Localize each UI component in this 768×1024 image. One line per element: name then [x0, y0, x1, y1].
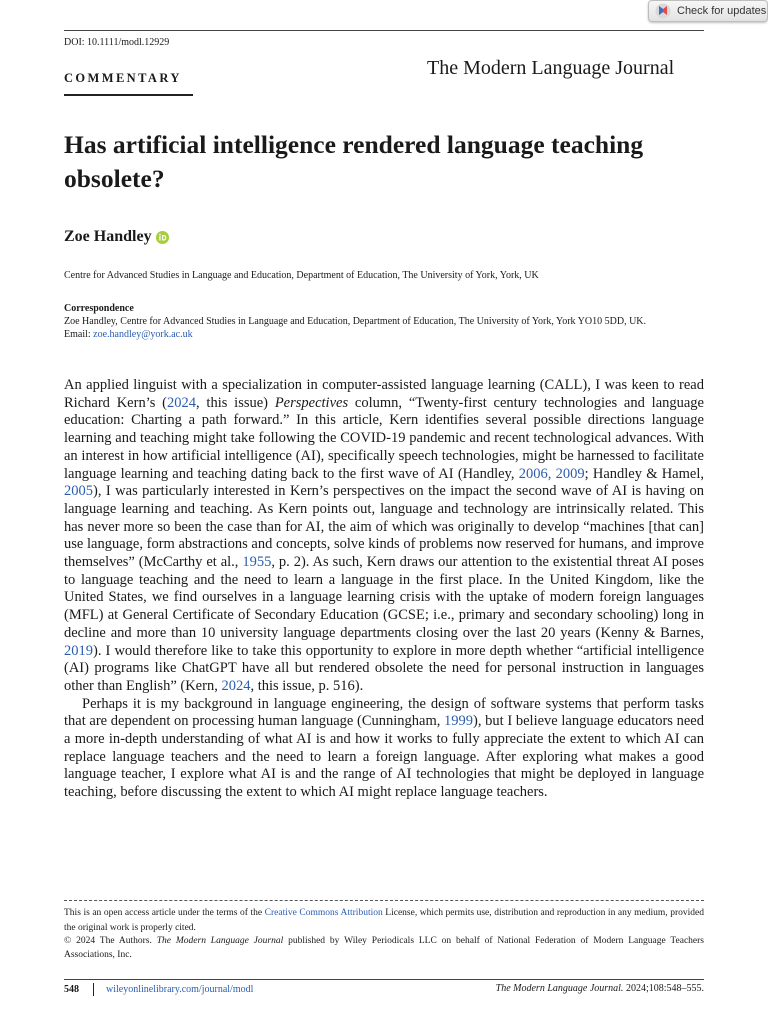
correspondence-heading: Correspondence — [64, 303, 134, 314]
correspondence-address: Zoe Handley, Centre for Advanced Studies in Language and Education, Department of Education, The University of York, York YO10 5DD, UK. — [64, 316, 647, 327]
footer-citation — [496, 983, 704, 994]
crossmark-icon — [655, 3, 671, 19]
body-paragraph-2: Perhaps it is my background in language engineering, the design of software systems that perform tasks that are dependent on processing human language (Cunningham, 1999), but I believe language educators need a more in-depth understanding of what AI is and how it works to fully appreciate the extent to which AI can replace language teachers and the need to learn a foreign language. After exploring what makes a good language teacher, I explore what AI is and the range of AI technologies that might be deployed in language teaching, before discussing the extent to which AI might replace language teachers. — [64, 695, 704, 801]
citation-link[interactable]: 2019 — [64, 642, 93, 659]
license-note: This is an open access article under the terms of the Creative Commons Attribution License, which permits use, distribution and reproduction in any medium, provided the original work is properly cited. — [64, 908, 704, 933]
footnote-rule — [64, 900, 704, 901]
citation-link[interactable]: 2024 — [167, 394, 196, 411]
citation-link[interactable]: 2006, 2009 — [518, 465, 585, 482]
section-label: COMMENTARY — [64, 71, 182, 85]
section-rule — [64, 94, 193, 96]
article-body — [64, 377, 704, 802]
check-for-updates-button[interactable] — [648, 0, 768, 22]
journal-name: The Modern Language Journal — [427, 57, 675, 79]
doi: DOI: 10.1111/modl.12929 — [64, 37, 170, 48]
correspondence-email-line — [64, 329, 193, 340]
citation-journal: The Modern Language Journal. — [495, 983, 624, 994]
footer-rule — [64, 979, 704, 980]
citation-details: 2024;108:548–555. — [623, 983, 704, 994]
email-label: Email: — [64, 329, 94, 340]
article-title: Has artificial intelligence rendered language teaching obsolete? — [64, 130, 644, 193]
journal-url-link[interactable]: wileyonlinelibrary.com/journal/modl — [106, 984, 254, 995]
body-paragraph-1: An applied linguist with a specialization in computer-assisted language learning (CALL), I was keen to read Richard Kern’s (2024, this issue) Perspectives column, “Twenty-first century technologies and language education: Charting a path forward.” In this article, Kern identifies several possible directions language learning and teaching might take following the COVID-19 pandemic and recent technological advances. With an interest in how artificial intelligence (AI), specifically speech technologies, might be harnessed to facilitate language learning and teaching dating back to the first wave of AI (Handley, 2006, 2009; Handley & Hamel, 2005), I was particularly interested in Kern’s perspectives on the impact the second wave of AI is having on language learning and teaching. As Kern points out, language and technology are intrinsically related. This has never more so been the case than for AI, the aim of which was originally to develop “machines [that can] use language, form abstractions and concepts, solve kinds of problems now reserved for humans, and improve themselves” (McCarthy et al., 1955, p. 2). As such, Kern draws our attention to the existential threat AI poses to language teaching and the need to learn a language in the first place. In the United Kingdom, like the United States, we find ourselves in a language learning crisis with the uptake of modern foreign languages (MFL) at General Certificate of Secondary Education (GCSE; i.e., primary and secondary schooling) long in decline and more than 10 university language departments closing over the last 20 years (Kenny & Barnes, 2019). I would therefore like to take this opportunity to explore in more depth whether “artificial intelligence (AI) programs like ChatGPT have all but rendered obsolete the need for personal instruction in languages other than English” (Kern, 2024, this issue, p. 516). — [64, 377, 704, 694]
citation-link[interactable]: Creative Commons Attribution — [264, 908, 383, 918]
author-row — [64, 228, 169, 246]
orcid-icon[interactable] — [156, 231, 169, 244]
page-number: 548 — [64, 984, 79, 995]
author-affiliation: Centre for Advanced Studies in Language and Education, Department of Education, The University of York, York, UK — [64, 270, 539, 281]
citation-link[interactable]: 2024 — [221, 677, 251, 694]
footer-left — [64, 983, 253, 996]
italic-text: Perspectives — [274, 394, 349, 411]
author-name: Zoe Handley — [64, 228, 152, 245]
italic-text: The Modern Language Journal — [156, 936, 284, 946]
copyright-note: © 2024 The Authors. The Modern Language Journal published by Wiley Periodicals LLC on behalf of National Federation of Modern Language Teachers Associations, Inc. — [64, 936, 704, 960]
citation-link[interactable]: 1999 — [444, 713, 474, 730]
email-link[interactable]: zoe.handley@york.ac.uk — [93, 329, 193, 340]
citation-link[interactable]: 1955 — [242, 554, 272, 571]
check-for-updates-label: Check for updates — [677, 5, 767, 17]
top-rule — [64, 30, 704, 31]
citation-link[interactable]: 2005 — [64, 483, 93, 500]
footer-separator — [93, 983, 94, 996]
